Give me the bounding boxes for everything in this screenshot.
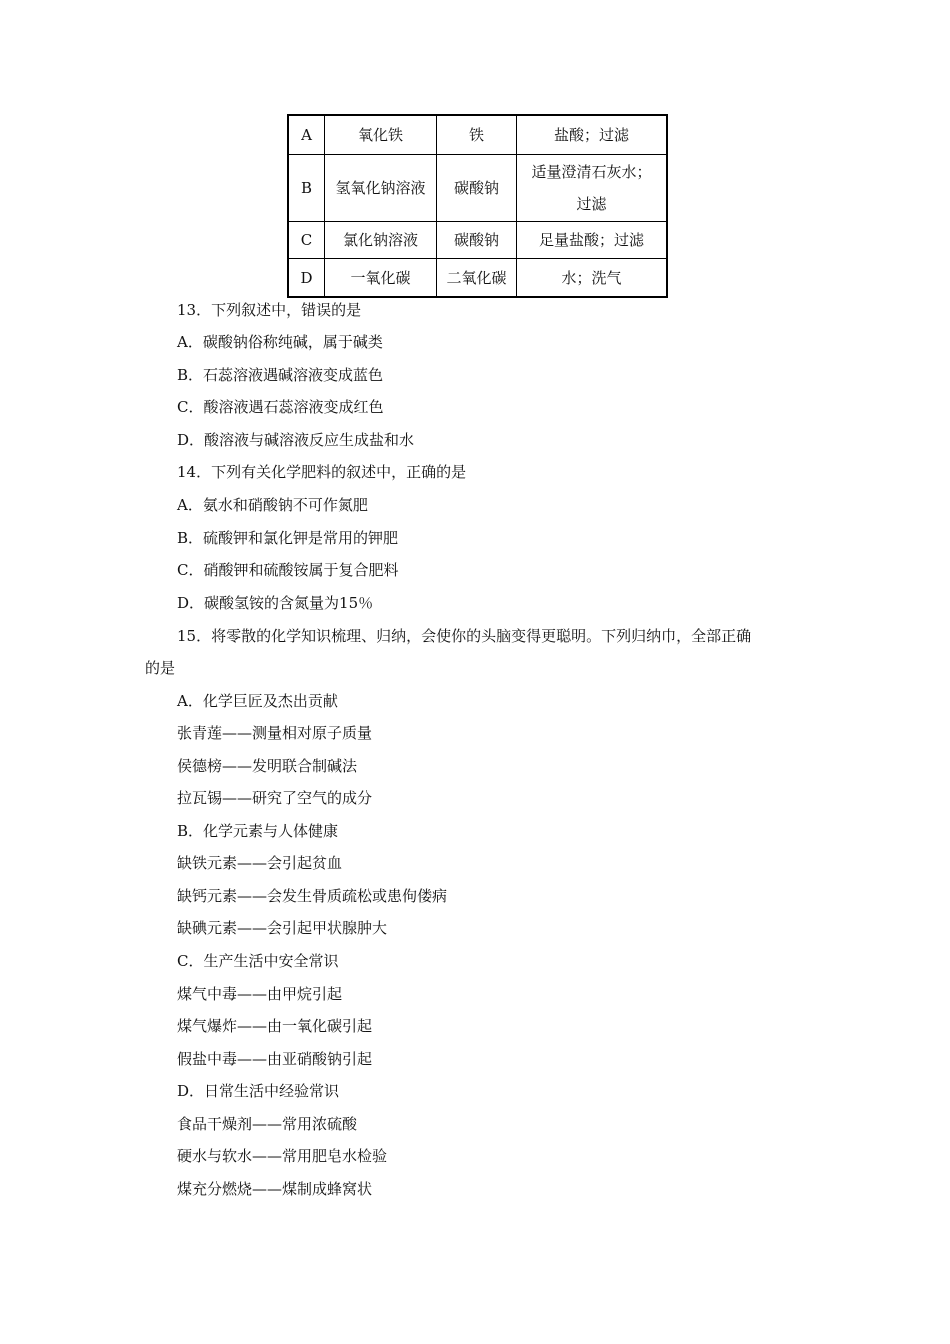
impurity-cell: 碳酸钠 <box>437 222 517 259</box>
option-c: C．硝酸钾和硫酸铵属于复合肥料 <box>177 561 399 579</box>
substance-cell: 氧化铁 <box>325 115 437 155</box>
method-cell: 水；洗气 <box>517 259 668 298</box>
table-row <box>288 222 667 259</box>
impurity-cell: 碳酸钠 <box>437 155 517 222</box>
option-a: A．化学巨匠及杰出贡献 <box>177 692 338 710</box>
method-line-1: 适量澄清石灰水； <box>531 163 652 181</box>
row-label: C <box>288 222 325 259</box>
table-row <box>288 115 667 155</box>
list-item: 拉瓦锡——研究了空气的成分 <box>177 789 373 807</box>
substance-cell: 一氧化碳 <box>325 259 437 298</box>
option-d: D．酸溶液与碱溶液反应生成盐和水 <box>177 431 415 449</box>
row-label: A <box>288 115 325 155</box>
option-b: B．化学元素与人体健康 <box>177 822 339 840</box>
method-cell: 盐酸；过滤 <box>517 115 668 155</box>
table-row <box>288 259 667 298</box>
question-15-stem-continued: 的是 <box>145 659 176 677</box>
option-d: D．碳酸氢铵的含氮量为15％ <box>177 594 374 612</box>
list-item: 煤气爆炸——由一氧化碳引起 <box>177 1017 373 1035</box>
option-b: B．硫酸钾和氯化钾是常用的钾肥 <box>177 529 399 547</box>
table-row <box>288 155 667 222</box>
question-15-stem: 15．将零散的化学知识梳理、归纳，会使你的头脑变得更聪明。下列归纳巾，全部正确 <box>177 627 752 645</box>
option-a: A．碳酸钠俗称纯碱，属于碱类 <box>177 333 383 351</box>
row-label: D <box>288 259 325 298</box>
option-c: C．生产生活中安全常识 <box>177 952 339 970</box>
method-cell <box>517 155 668 222</box>
list-item: 煤充分燃烧——煤制成蜂窝状 <box>177 1180 373 1198</box>
question-13-stem: 13．下列叙述中，错误的是 <box>177 301 362 319</box>
row-label: B <box>288 155 325 222</box>
impurity-cell: 二氧化碳 <box>437 259 517 298</box>
list-item: 煤气中毒——由甲烷引起 <box>177 985 343 1003</box>
method-line-2: 过滤 <box>576 195 607 213</box>
method-cell: 足量盐酸；过滤 <box>517 222 668 259</box>
list-item: 侯德榜——发明联合制碱法 <box>177 757 358 775</box>
list-item: 缺钙元素——会发生骨质疏松或患佝偻病 <box>177 887 448 905</box>
list-item: 张青莲——测量相对原子质量 <box>177 724 373 742</box>
substance-cell: 氢氧化钠溶液 <box>325 155 437 222</box>
question-14-stem: 14．下列有关化学肥料的叙述中，正确的是 <box>177 463 467 481</box>
option-d: D．日常生活中经验常识 <box>177 1082 340 1100</box>
list-item: 缺铁元素——会引起贫血 <box>177 854 343 872</box>
list-item: 硬水与软水——常用肥皂水检验 <box>177 1147 388 1165</box>
option-a: A．氨水和硝酸钠不可作氮肥 <box>177 496 368 514</box>
substance-cell: 氯化钠溶液 <box>325 222 437 259</box>
options-table <box>287 114 668 298</box>
option-c: C．酸溶液遇石蕊溶液变成红色 <box>177 398 384 416</box>
option-b: B．石蕊溶液遇碱溶液变成蓝色 <box>177 366 384 384</box>
list-item: 缺碘元素——会引起甲状腺肿大 <box>177 919 388 937</box>
impurity-cell: 铁 <box>437 115 517 155</box>
list-item: 假盐中毒——由亚硝酸钠引起 <box>177 1050 373 1068</box>
list-item: 食品干燥剂——常用浓硫酸 <box>177 1115 358 1133</box>
